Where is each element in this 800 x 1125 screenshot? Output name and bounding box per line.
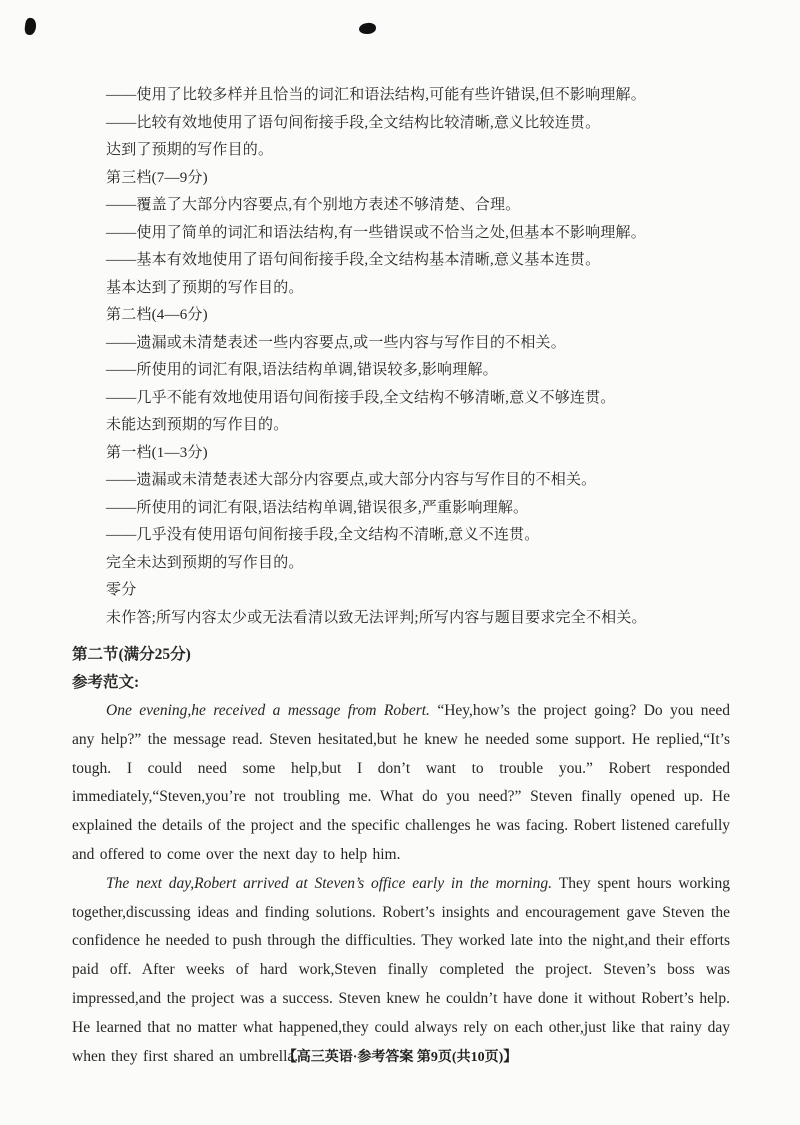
rubric-line: ——几乎没有使用语句间衔接手段,全文结构不清晰,意义不连贯。: [106, 527, 540, 543]
rubric-line: ——比较有效地使用了语句间衔接手段,全文结构比较清晰,意义比较连贯。: [106, 114, 601, 131]
scan-mark-1: [24, 17, 37, 35]
rubric-line: ——覆盖了大部分内容要点,有个别地方表述不够清楚、合理。: [106, 197, 521, 213]
rubric-line: 未能达到预期的写作目的。: [106, 417, 289, 433]
document-content: [72, 82, 730, 1071]
rubric-line: ——遗漏或未清楚表述一些内容要点,或一些内容与写作目的不相关。: [106, 334, 566, 351]
rubric-line: 基本达到了预期的写作目的。: [106, 279, 304, 296]
rubric-line: ——基本有效地使用了语句间衔接手段,全文结构基本清晰,意义基本连贯。: [106, 252, 601, 268]
reference-essay-label: 参考范文:: [72, 674, 140, 691]
rubric-line: ——使用了比较多样并且恰当的词汇和语法结构,可能有些许错误,但不影响理解。: [106, 87, 646, 103]
rubric-line: 达到了预期的写作目的。: [106, 142, 274, 158]
rubric-line: 完全未达到预期的写作目的。: [106, 554, 304, 571]
rubric-tier-heading: 第二档(4—6分): [106, 307, 208, 323]
rubric-line: 未作答;所写内容太少或无法看清以致无法评判;所写内容与题目要求完全不相关。: [106, 609, 647, 626]
rubric-line: ——使用了简单的词汇和语法结构,有一些错误或不恰当之处,但基本不影响理解。: [106, 224, 646, 241]
page-footer: 【高三英语·参考答案 第9页(共10页)】: [282, 1050, 518, 1065]
essay-paragraph-body: “Hey,how’s the project going? Do you need any help?” the message read. Steven hesitated,but he knew he needed some support. He replied,“It’s tough. I could need some help,but I don’t want to trouble you.” Robert responded immediately,“Steven,you’re not troubling me. What do you need?” Steven finally opened up. He explained the details of the project and the specific challenges he was facing. Robert listened carefully and offered to come over the next day to help him.: [72, 702, 730, 863]
rubric-line: ——所使用的词汇有限,语法结构单调,错误很多,严重影响理解。: [106, 499, 529, 516]
rubric-zero-score-heading: 零分: [106, 582, 137, 598]
rubric-line: ——几乎不能有效地使用语句间衔接手段,全文结构不够清晰,意义不够连贯。: [106, 389, 616, 406]
rubric-tier-heading: 第一档(1—3分): [106, 444, 208, 461]
scan-mark-2: [359, 22, 377, 34]
essay-paragraph: [72, 870, 730, 1072]
essay-paragraph-lead: One evening,he received a message from Robert.: [106, 702, 438, 719]
scoring-rubric: [72, 82, 730, 632]
rubric-line: ——所使用的词汇有限,语法结构单调,错误较多,影响理解。: [106, 362, 498, 378]
essay-paragraph-body: They spent hours working together,discussing ideas and finding solutions. Robert’s insights and encouragement gave Steven the confidence he needed to push through the difficulties. They worked late into the night,and their efforts paid off. After weeks of hard work,Steven finally completed the project. Steven’s boss was impressed,and the project was a success. Steven knew he couldn’t have done it without Robert’s help. He learned that no matter what happened,they could always rely on each other,just like that rainy day when they first shared an umbrella.: [72, 874, 731, 1065]
rubric-tier-heading: 第三档(7—9分): [106, 169, 208, 186]
rubric-line: ——遗漏或未清楚表述大部分内容要点,或大部分内容与写作目的不相关。: [106, 472, 597, 488]
section-heading: 第二节(满分25分): [72, 646, 191, 663]
essay-paragraph: [72, 697, 730, 870]
essay-paragraph-lead: The next day,Robert arrived at Steven’s office early in the morning.: [106, 874, 559, 892]
